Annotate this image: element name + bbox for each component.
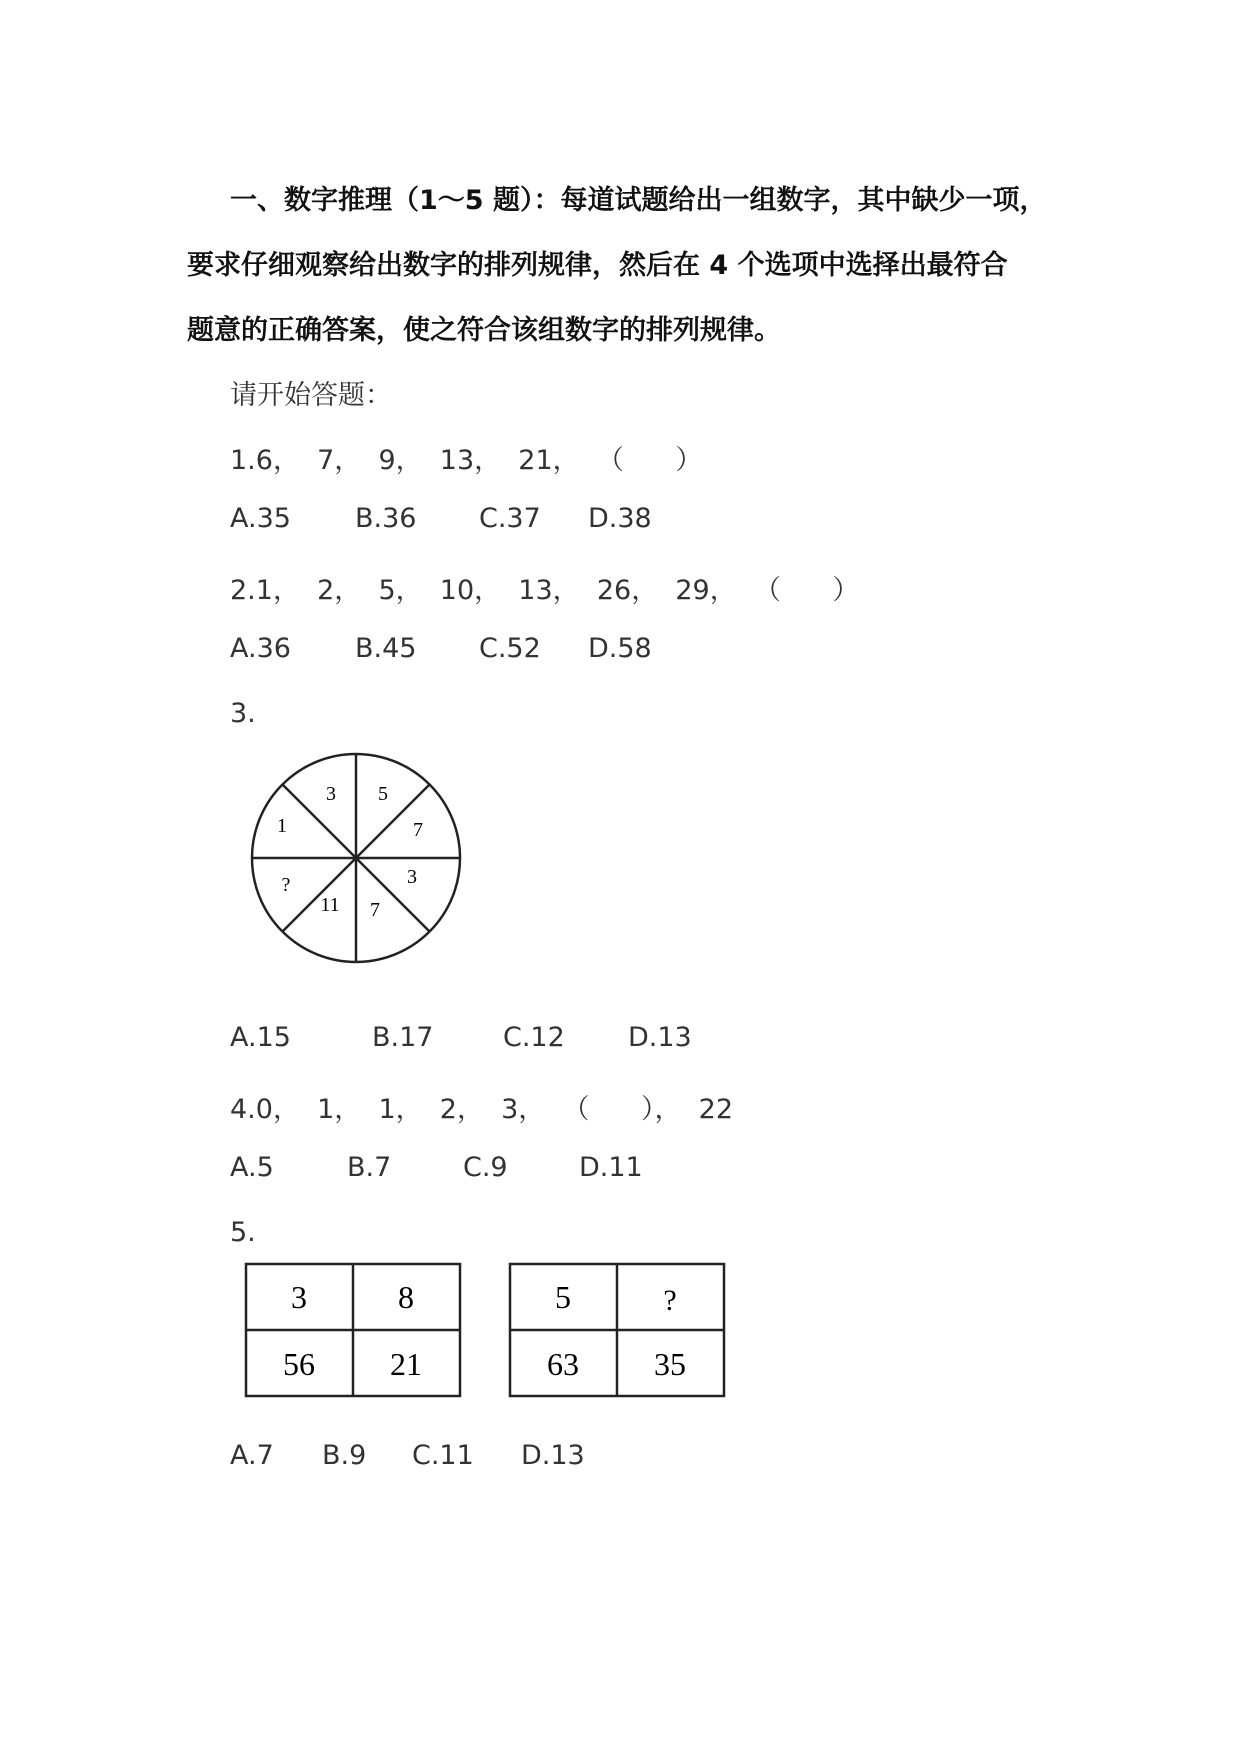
q2-series: 2.1， 2， 5， 10， 13， 26， 29， （ ） xyxy=(230,575,860,606)
q5-option-d: D.13 xyxy=(521,1440,585,1471)
q5-label: 5. xyxy=(230,1217,256,1248)
q3-segment-number: 3 xyxy=(407,866,417,888)
intro-line-3: 题意的正确答案，使之符合该组数字的排列规律。 xyxy=(187,315,781,346)
q5-option-b: B.9 xyxy=(322,1440,367,1471)
q5-grid-cell: ? xyxy=(663,1284,677,1317)
start-prompt: 请开始答题： xyxy=(230,380,392,411)
q3-segment-number: 1 xyxy=(277,815,287,837)
q5-grid-cell: 3 xyxy=(291,1279,307,1315)
q4-option-c: C.9 xyxy=(463,1152,508,1183)
q3-option-c: C.12 xyxy=(503,1022,565,1053)
q4-series: 4.0， 1， 1， 2， 3， （ ）， 22 xyxy=(230,1094,733,1125)
q5-grid-left xyxy=(246,1264,460,1396)
q5-grid-cell: 35 xyxy=(654,1346,686,1382)
q5-grid-cell: 56 xyxy=(283,1346,315,1382)
q3-segment-number: 3 xyxy=(326,783,336,805)
q3-option-d: D.13 xyxy=(628,1022,692,1053)
q5-grid-cell: 63 xyxy=(547,1346,579,1382)
q3-segment-number: ? xyxy=(281,874,291,896)
q3-circle-figure xyxy=(236,738,476,978)
q1-option-c: C.37 xyxy=(479,503,541,534)
q4-option-a: A.5 xyxy=(230,1152,274,1183)
q5-grid-figure xyxy=(240,1258,740,1408)
q5-grid-right xyxy=(510,1264,724,1396)
q5-option-a: A.7 xyxy=(230,1440,274,1471)
q1-option-d: D.38 xyxy=(588,503,652,534)
q3-option-a: A.15 xyxy=(230,1022,291,1053)
q3-segment-number: 7 xyxy=(413,819,423,841)
intro-line-1: 一、数字推理（1～5 题）：每道试题给出一组数字，其中缺少一项， xyxy=(230,185,1047,216)
q2-option-d: D.58 xyxy=(588,633,652,664)
q2-option-b: B.45 xyxy=(355,633,417,664)
q2-option-c: C.52 xyxy=(479,633,541,664)
q5-option-c: C.11 xyxy=(412,1440,474,1471)
q5-grid-cell: 5 xyxy=(555,1279,571,1315)
q4-option-d: D.11 xyxy=(579,1152,643,1183)
q5-grid-cell: 21 xyxy=(390,1346,422,1382)
q2-option-a: A.36 xyxy=(230,633,291,664)
q4-option-b: B.7 xyxy=(347,1152,392,1183)
q3-option-b: B.17 xyxy=(372,1022,434,1053)
q5-grid-cell: 8 xyxy=(398,1279,414,1315)
q1-series: 1.6， 7， 9， 13， 21， （ ） xyxy=(230,445,703,476)
q3-segment-number: 7 xyxy=(370,899,380,921)
q1-option-a: A.35 xyxy=(230,503,291,534)
q3-segment-number: 5 xyxy=(378,783,388,805)
q3-label: 3. xyxy=(230,698,256,729)
q3-segment-number: 11 xyxy=(320,894,340,916)
intro-line-2: 要求仔细观察给出数字的排列规律，然后在 4 个选项中选择出最符合 xyxy=(187,250,1008,281)
q1-option-b: B.36 xyxy=(355,503,417,534)
